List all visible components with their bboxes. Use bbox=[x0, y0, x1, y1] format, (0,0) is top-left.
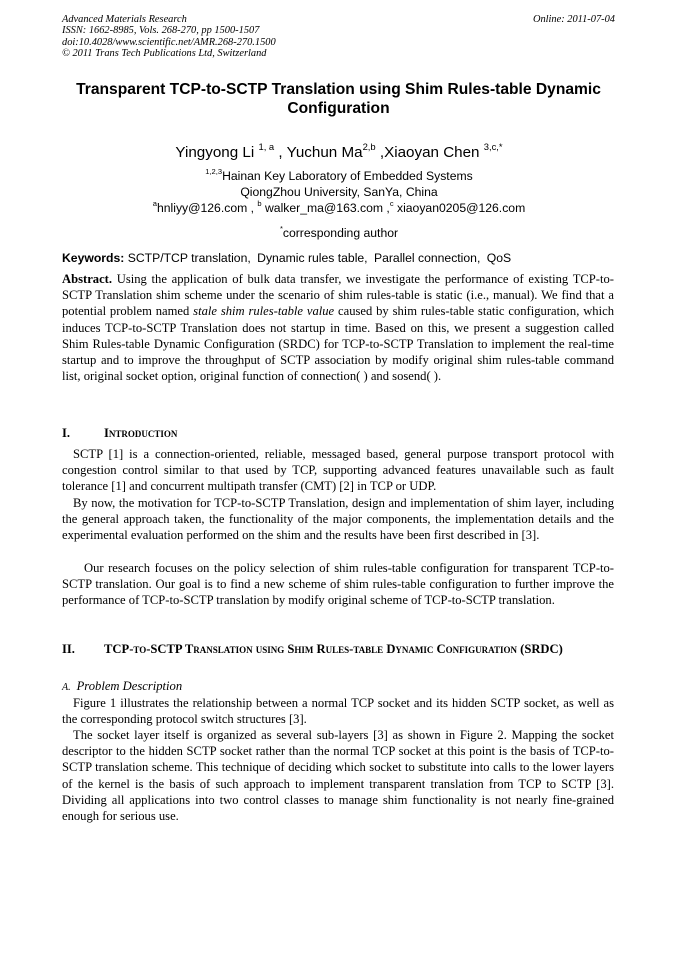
author-line bbox=[0, 143, 678, 163]
section-heading-srdc bbox=[62, 641, 614, 657]
doi: doi:10.4028/www.scientific.net/AMR.268-270.1500 bbox=[62, 36, 276, 48]
section-title: Introduction bbox=[104, 426, 178, 440]
email-sup: a bbox=[152, 199, 157, 209]
copyright: © 2011 Trans Tech Publications Ltd, Switzerland bbox=[62, 48, 267, 60]
issn: ISSN: 1662-8985, Vols. 268-270, pp 1500-1507 bbox=[62, 25, 260, 37]
keywords-label: Keywords: bbox=[62, 251, 125, 265]
section-number: I. bbox=[62, 426, 71, 440]
affiliation-university: QiongZhou University, SanYa, China bbox=[240, 185, 438, 199]
email-a: hnliyy@126.com , bbox=[156, 201, 258, 215]
keywords bbox=[62, 251, 514, 265]
author-sup: 1, a bbox=[258, 141, 275, 152]
abstract-label: Abstract. bbox=[62, 272, 113, 286]
intro-paragraph-3: Our research focuses on the policy selection of shim rules-table configuration for transparent TCP-to-SCTP translation. Our goal is to find a new scheme of shim rules-table configuration to further improve the performance of TCP-to-SCTP translation by modify original scheme of TCP-to-SCTP translation. bbox=[62, 561, 614, 608]
paper-title: Transparent TCP-to-SCTP Translation using Shim Rules-table Dynamic Configuration bbox=[76, 81, 601, 117]
affiliation-line1: Hainan Key Laboratory of Embedded Systems bbox=[222, 169, 473, 183]
subsection-heading bbox=[62, 679, 182, 694]
email-c: xiaoyan0205@126.com bbox=[393, 201, 526, 215]
journal-header bbox=[62, 14, 276, 60]
keyword: QoS bbox=[486, 251, 512, 265]
abstract-text: Using the application of bulk data transfer, we investigate the performance of existing TCP-to-SCTP Translation shim scheme under the scenario of shim rules-table is static (i.e., manual). We find that a potential problem named bbox=[62, 272, 614, 319]
author-name: Yingyong Li bbox=[175, 144, 255, 161]
keyword: SCTP/TCP translation, bbox=[127, 251, 251, 265]
author-sep: , bbox=[375, 144, 385, 161]
author-name: Xiaoyan Chen bbox=[384, 144, 480, 161]
problem-paragraph-2: The socket layer itself is organized as several sub-layers [3] as shown in Figure 2. Mapping the socket descriptor to the hidden SCTP socket rather than the normal TCP socket at this point is the basis of TCP-to-SCTP translation scheme. This technique of deciding which socket to substitute into calls to the lower layers of the kernel is the basis of such approach to implement transparent translation from TCP to SCTP [3]. Dividing all applications into two control classes to manage shim functionality is not nearly fine-grained enough for serious use. bbox=[62, 728, 614, 824]
subsection-title: Problem Description bbox=[76, 679, 183, 693]
abstract bbox=[62, 271, 614, 384]
section-title: TCP-to-SCTP Translation using Shim Rules-table Dynamic Configuration (SRDC) bbox=[104, 642, 563, 656]
journal-name: Advanced Materials Research bbox=[62, 14, 187, 25]
email-b: walker_ma@163.com , bbox=[261, 201, 390, 215]
author-sup: 3,c,* bbox=[483, 141, 503, 152]
problem-paragraph-1: Figure 1 illustrates the relationship between a normal TCP socket and its hidden SCTP socket, as well as the corresponding protocol switch structures [3]. bbox=[62, 696, 614, 727]
affiliation-sup: 1,2,3 bbox=[205, 167, 223, 177]
keyword: Parallel connection, bbox=[373, 251, 481, 265]
email-sup: c bbox=[389, 199, 394, 209]
online-date: Online: 2011-07-04 bbox=[532, 14, 615, 25]
corr-sup: * bbox=[279, 224, 283, 234]
author-name: Yuchun Ma bbox=[286, 144, 363, 161]
section-number: II. bbox=[62, 642, 75, 656]
keyword: Dynamic rules table, bbox=[257, 251, 368, 265]
affiliation-lab bbox=[0, 168, 678, 184]
intro-paragraph-2: By now, the motivation for TCP-to-SCTP Translation, design and implementation of shim layer, including the general approach taken, the functionality of the major components, the implementation details and the experimental evaluation performed on the shim and the results have been first described in [3]. bbox=[62, 496, 614, 543]
section-heading-introduction bbox=[62, 425, 614, 441]
author-sup: 2,b bbox=[362, 141, 376, 152]
abstract-text: caused by shim rules-table static configuration, which induces TCP-to-SCTP Translation does not startup in time. Based on this, we present a suggestion called Shim Rules-table Dynamic Configuration (SRDC) for TCP-to-SCTP Translation to implement the real-time startup and to improve the throughput of SCTP association by modify original shim rules-table command list, original socket option, original function of connection( ) and sosend( ). bbox=[62, 304, 614, 384]
corr-text: corresponding author bbox=[282, 226, 399, 240]
email-sup: b bbox=[257, 199, 262, 209]
intro-paragraph-1: SCTP [1] is a connection-oriented, reliable, messaged based, general purpose transport protocol with congestion control similar to that used by TCP, supporting advanced features unavailable such as fault tolerance [1] and concurrent multipath transfer (CMT) [2] in TCP or UDP. bbox=[62, 447, 614, 494]
author-sep: , bbox=[274, 144, 287, 161]
corresponding-author bbox=[0, 225, 678, 241]
abstract-emphasis: stale shim rules-table value bbox=[193, 304, 335, 319]
email-line bbox=[0, 200, 678, 216]
subsection-label: A. bbox=[62, 682, 71, 693]
